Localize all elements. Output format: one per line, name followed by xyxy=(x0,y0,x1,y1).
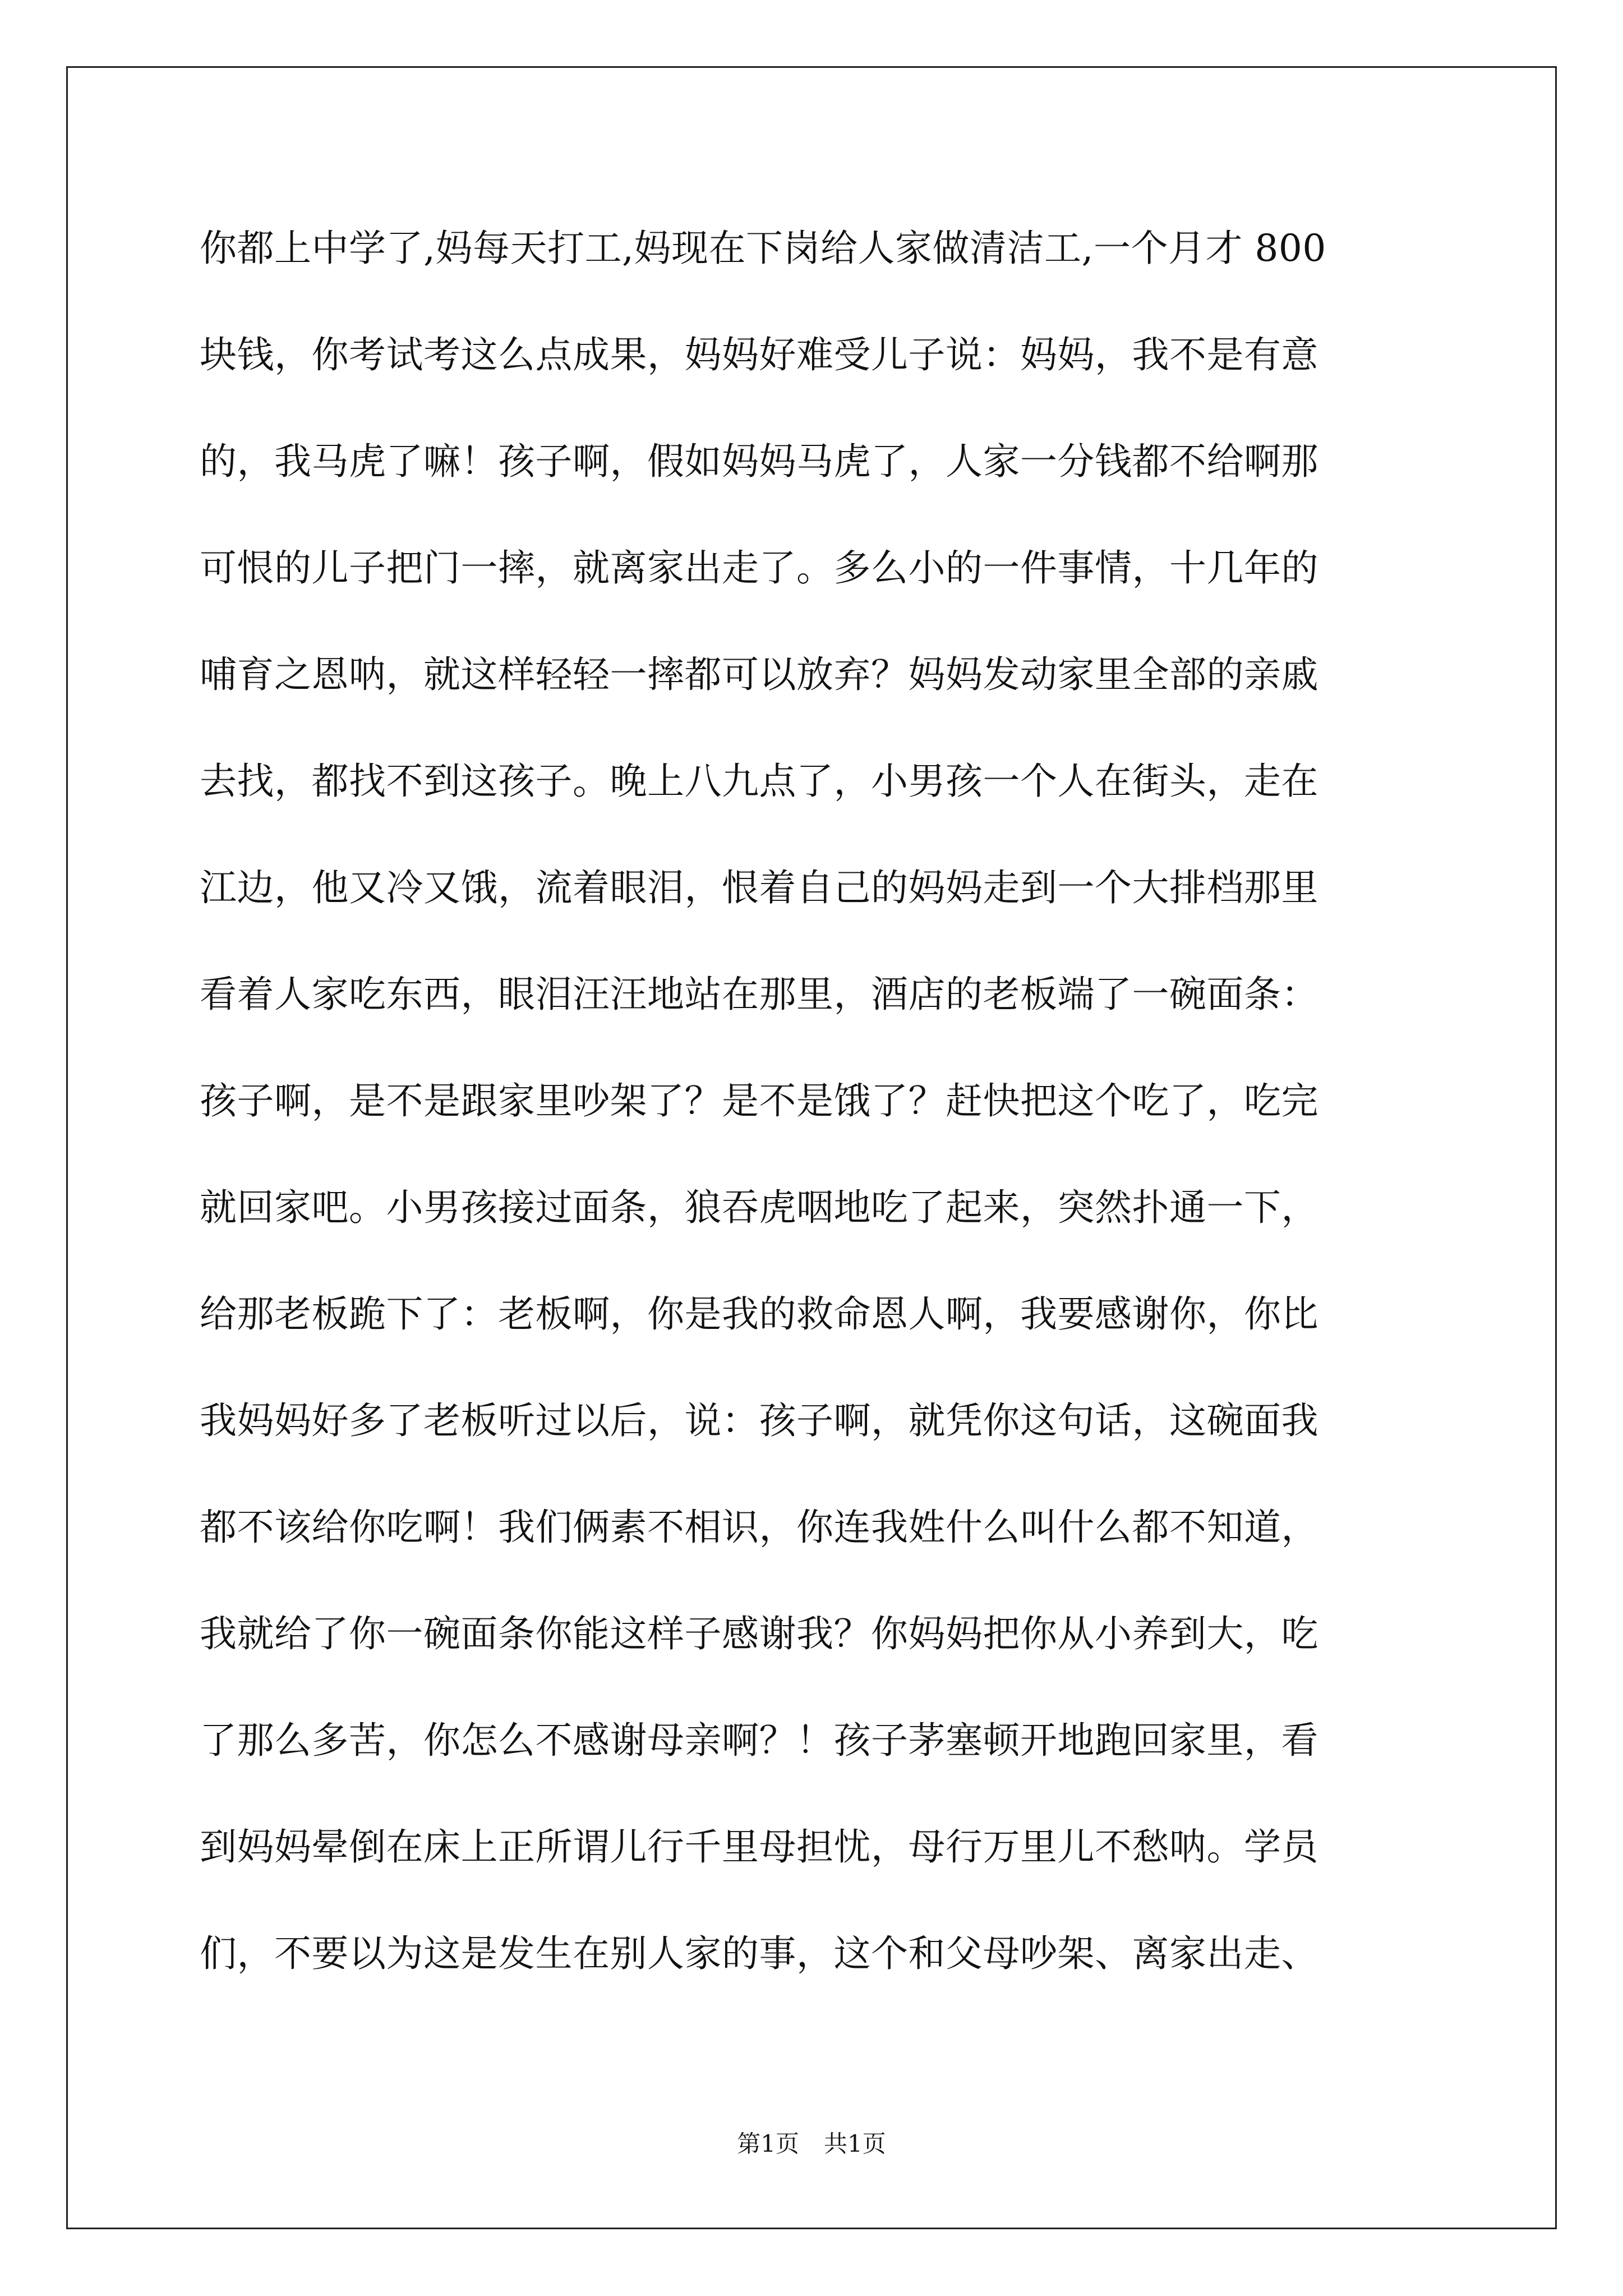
text-line: 江边，他又冷又饿，流着眼泪，恨着自己的妈妈走到一个大排档那里 xyxy=(200,866,1318,909)
page-footer xyxy=(0,2127,1623,2161)
text-line: 去找，都找不到这孩子。晚上八九点了，小男孩一个人在街头，走在 xyxy=(200,760,1318,803)
text-line: 我妈妈好多了老板听过以后，说：孩子啊，就凭你这句话，这碗面我 xyxy=(200,1399,1318,1442)
text-line: 块钱，你考试考这么点成果，妈妈好难受儿子说：妈妈，我不是有意 xyxy=(200,333,1318,376)
text-line: 孩子啊，是不是跟家里吵架了？是不是饿了？赶快把这个吃了，吃完 xyxy=(200,1079,1318,1122)
text-line: 我就给了你一碗面条你能这样子感谢我？你妈妈把你从小养到大，吃 xyxy=(200,1612,1318,1655)
text-line: 就回家吧。小男孩接过面条，狼吞虎咽地吃了起来，突然扑通一下， xyxy=(200,1186,1318,1229)
page-number: 第1页 xyxy=(737,2130,799,2157)
text-line: 了那么多苦，你怎么不感谢母亲啊？！孩子茅塞顿开地跑回家里，看 xyxy=(200,1719,1318,1762)
text-line: 可恨的儿子把门一摔，就离家出走了。多么小的一件事情，十几年的 xyxy=(200,546,1318,590)
text-line: 给那老板跪下了：老板啊，你是我的救命恩人啊，我要感谢你，你比 xyxy=(200,1292,1318,1336)
page-total: 共1页 xyxy=(824,2130,886,2157)
text-line: 你都上中学了,妈每天打工,妈现在下岗给人家做清洁工,一个月才 800 xyxy=(200,227,1326,270)
document-body xyxy=(200,218,1433,2030)
text-line: 们，不要以为这是发生在别人家的事，这个和父母吵架、离家出走、 xyxy=(200,1932,1318,1975)
text-line: 都不该给你吃啊！我们俩素不相识，你连我姓什么叫什么都不知道， xyxy=(200,1506,1318,1549)
text-line: 看着人家吃东西，眼泪汪汪地站在那里，酒店的老板端了一碗面条： xyxy=(200,973,1318,1016)
text-line: 哺育之恩呐，就这样轻轻一摔都可以放弃？妈妈发动家里全部的亲戚 xyxy=(200,653,1318,696)
text-line: 的，我马虎了嘛！孩子啊，假如妈妈马虎了，人家一分钱都不给啊那 xyxy=(200,440,1318,483)
text-line: 到妈妈晕倒在床上正所谓儿行千里母担忧，母行万里儿不愁呐。学员 xyxy=(200,1825,1318,1869)
